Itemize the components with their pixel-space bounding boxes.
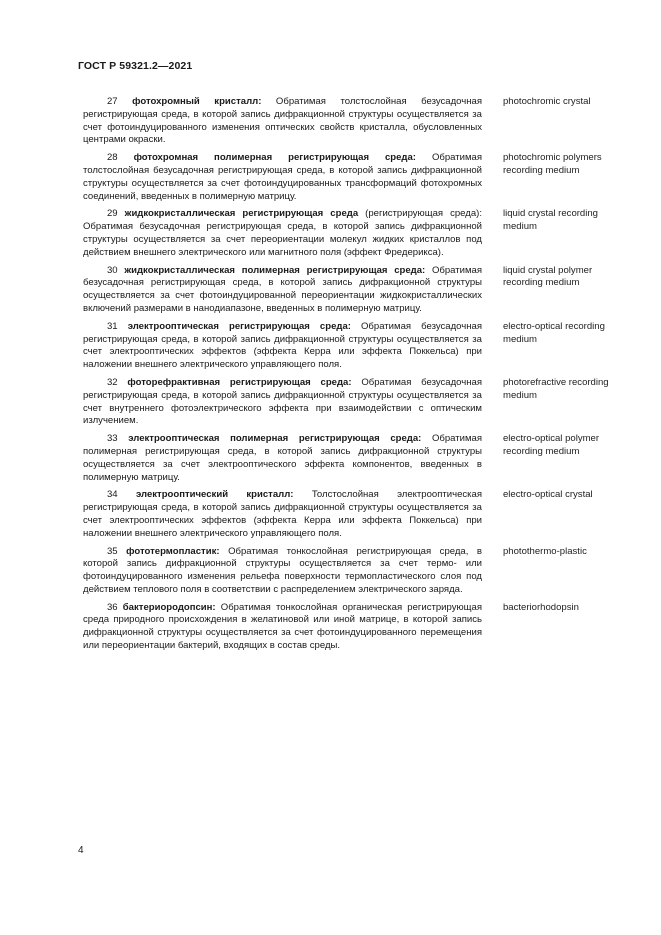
term-name: фотохромный кристалл:	[132, 96, 262, 107]
term-body: Обратимая тонкослойная регистрирующая среда, в которой запись дифракционной структуры осуществляется за счет термо- или фотоиндуцированного изменения рельефа поверхности термопластического слоя под действием теплового поля в соответствии с распределением электрического заряда.	[83, 545, 482, 595]
term-body: Обратимая толстослойная безусадочная регистрирующая среда, в которой запись дифракционной структуры осуществляется за счет фотоиндуцированного изменения оптических свойств кристалла, обусловленных центрами окраски.	[83, 96, 482, 146]
english-equivalent: liquid crystal recording medium	[503, 208, 598, 233]
english-equivalent: photorefractive recording medium	[503, 376, 609, 401]
term-definition	[83, 433, 482, 484]
term-body: Обратимая безусадочная регистрирующая среда, в которой запись дифракционной структуры осуществляется за счет фотоиндуцированной переориентации жидкокристаллических включений размерами в нанодиапазоне, введенных в полимерную матрицу.	[83, 264, 483, 314]
term-definition	[83, 208, 482, 259]
term-name: электрооптическая полимерная регистрирующая среда:	[128, 433, 422, 445]
term-entry-33	[83, 433, 623, 484]
term-name: бактериородопсин:	[122, 601, 216, 613]
term-body: Обратимая тонкослойная органическая регистрирующая среда природного происхождения в желатиновой или иной матрице, в которой запись дифракционной структуры осуществляется за счет фотоиндуцированного перемещения или переориентации бактерий, входящих в состав среды.	[83, 601, 482, 652]
english-equivalent: photochromic polymers recording medium	[503, 152, 602, 176]
page-number: 4	[78, 845, 84, 856]
english-equivalent: electro-optical recording medium	[503, 320, 605, 345]
term-entry-30	[83, 265, 623, 316]
english-equivalent: liquid crystal polymer recording medium	[503, 264, 593, 289]
term-entry-31	[83, 321, 623, 372]
term-definition	[83, 152, 482, 203]
term-definition	[83, 602, 482, 653]
english-equivalent: electro-optical crystal	[503, 489, 593, 501]
term-number: 35	[107, 545, 118, 557]
term-definition	[83, 321, 482, 372]
term-entry-36	[83, 602, 623, 653]
document-header: ГОСТ Р 59321.2—2021	[78, 60, 193, 72]
term-definition	[83, 96, 482, 147]
term-number: 34	[107, 489, 118, 501]
term-number: 27	[107, 96, 118, 107]
term-definition	[83, 265, 482, 316]
term-entry-29	[83, 208, 623, 259]
term-definition	[83, 546, 482, 597]
term-name: жидкокристаллическая полимерная регистрирующая среда:	[124, 264, 426, 276]
term-entry-34	[83, 489, 623, 540]
terms-list	[83, 96, 623, 658]
term-definition	[83, 489, 482, 540]
english-equivalent: photochromic crystal	[503, 96, 591, 107]
term-entry-28	[83, 152, 623, 203]
term-name: фототермопластик:	[126, 545, 220, 557]
term-body: Обратимая толстослойная безусадочная регистрирующая среда, в которой запись дифракционной структуры осуществляется за счет фотоиндуцированных трансформаций фотохромных соединений, введенных в полимерную матрицу.	[83, 152, 482, 202]
term-number: 33	[107, 433, 118, 445]
term-name: фотохромная полимерная регистрирующая среда:	[133, 152, 416, 164]
term-name: фоторефрактивная регистрирующая среда:	[127, 376, 352, 388]
term-name: электрооптическая регистрирующая среда:	[127, 320, 351, 332]
term-entry-27	[83, 96, 623, 147]
english-equivalent: electro-optical polymer recording medium	[503, 433, 600, 457]
term-body: Обратимая безусадочная регистрирующая среда, в которой запись дифракционной структуры осуществляется за счет внутреннего фотоэлектрического эффекта при взаимодействии с оптическим излучением.	[83, 376, 483, 427]
term-number: 32	[107, 376, 118, 388]
term-number: 28	[107, 152, 118, 164]
english-equivalent: bacteriorhodopsin	[503, 601, 579, 613]
term-body: (регистрирующая среда): Обратимая безусадочная регистрирующая среда, в которой запись дифракционной структуры осуществляется за счет переориентации молекул жидких кристаллов под действием внешнего электрического или магнитного поля (эффект Фредерикса).	[83, 208, 482, 258]
english-equivalent: photothermo-plastic	[503, 545, 587, 557]
term-definition	[83, 377, 482, 428]
term-number: 30	[107, 264, 118, 276]
term-entry-32	[83, 377, 623, 428]
term-number: 29	[107, 208, 118, 220]
term-body: Обратимая полимерная регистрирующая среда, в которой запись дифракционной структуры осуществляется за счет электрооптического эффекта компонентов, введенных в полимерную матрицу.	[83, 433, 482, 483]
term-body: Обратимая безусадочная регистрирующая среда, в которой запись дифракционной структуры осуществляется за счет электрооптических эффектов (эффекта Керра или эффекта Поккельса) при наложении внешнего электрического управляющего поля.	[83, 320, 482, 371]
term-number: 31	[107, 320, 118, 332]
term-name: жидкокристаллическая регистрирующая среда	[124, 208, 359, 220]
term-name: электрооптический кристалл:	[135, 489, 294, 501]
term-number: 36	[107, 601, 118, 613]
term-entry-35	[83, 546, 623, 597]
term-body: Толстослойная электрооптическая регистрирующая среда, в которой запись дифракционной структуры осуществляется за счет электрооптических эффектов (эффекта Керра или эффекта Поккельса) при наложении внешнего электрического управляющего поля.	[83, 489, 483, 539]
